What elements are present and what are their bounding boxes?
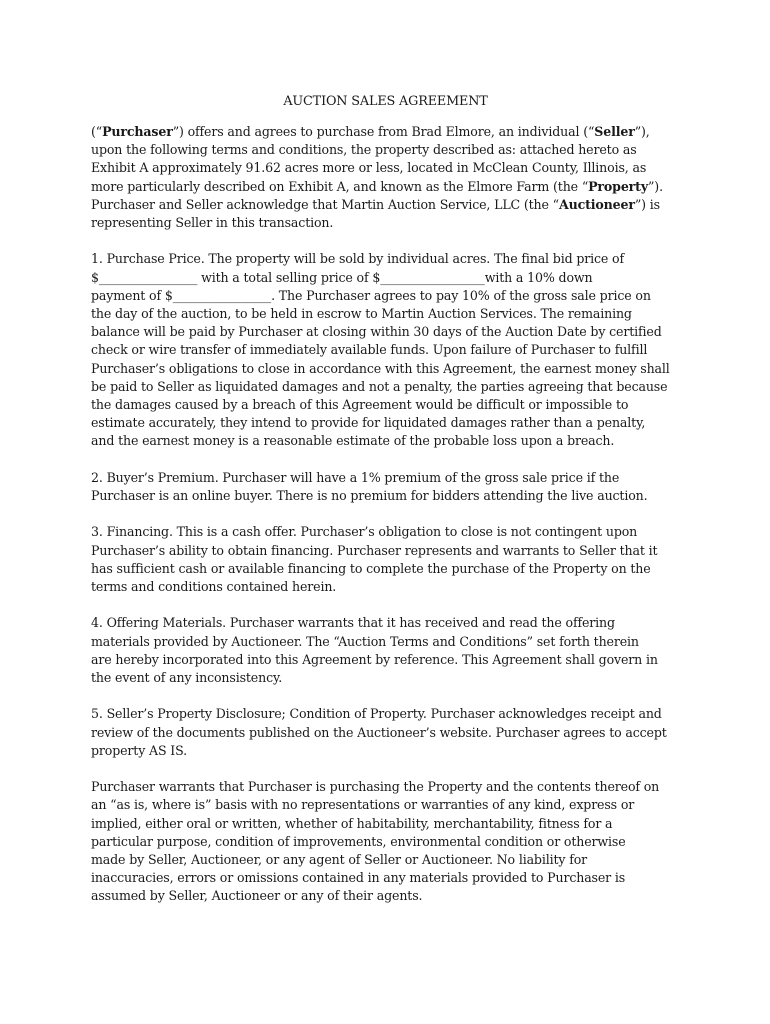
paragraph-line: assumed by Seller, Auctioneer or any of their agents.	[91, 888, 423, 904]
paragraph-line: 1. Purchase Price. The property will be sold by individual acres. The final bid price of	[91, 251, 625, 267]
paragraph-line: estimate accurately, they intend to provide for liquidated damages rather than a penalty,	[91, 415, 646, 431]
paragraph-line: 3. Financing. This is a cash offer. Purchaser’s obligation to close is not contingent upon	[91, 524, 638, 540]
defined-term: Purchaser	[102, 124, 173, 139]
paragraph-line: balance will be paid by Purchaser at closing within 30 days of the Auction Date by certified	[91, 324, 662, 340]
paragraph-line: 2. Buyer’s Premium. Purchaser will have a 1% premium of the gross sale price if the	[91, 469, 620, 485]
sections-container	[91, 250, 680, 905]
paragraph-line: implied, either oral or written, whether of habitability, merchantability, fitness for a	[91, 815, 613, 831]
paragraph-line: Purchaser’s ability to obtain financing. Purchaser represents and warrants to Seller that it	[91, 542, 658, 558]
paragraph-line: terms and conditions contained herein.	[91, 579, 337, 595]
intro-line: Exhibit A approximately 91.62 acres more or less, located in McClean County, Illinois, as	[91, 160, 647, 176]
paragraph-line: be paid to Seller as liquidated damages and not a penalty, the parties agreeing that because	[91, 378, 668, 394]
section-paragraph	[91, 614, 680, 687]
paragraph-line: $________________ with a total selling price of $_________________with a 10% down	[91, 269, 593, 285]
paragraph-line: are hereby incorporated into this Agreement by reference. This Agreement shall govern in	[91, 651, 658, 667]
paragraph-line: 4. Offering Materials. Purchaser warrants that it has received and read the offering	[91, 615, 615, 631]
paragraph-line: materials provided by Auctioneer. The “Auction Terms and Conditions” set forth therein	[91, 633, 639, 649]
intro-line: representing Seller in this transaction.	[91, 215, 334, 231]
paragraph-line: and the earnest money is a reasonable estimate of the probable loss upon a breach.	[91, 433, 615, 449]
paragraph-line: has sufficient cash or available financing to complete the purchase of the Property on the	[91, 560, 651, 576]
paragraph-line: Purchaser is an online buyer. There is no premium for bidders attending the live auction.	[91, 488, 648, 504]
intro-line: Purchaser and Seller acknowledge that Martin Auction Service, LLC (the “Auctioneer”) is	[91, 196, 660, 212]
intro-line: more particularly described on Exhibit A, and known as the Elmore Farm (the “Property”).	[91, 178, 663, 194]
defined-term: Seller	[594, 124, 635, 139]
intro-line: (“Purchaser”) offers and agrees to purchase from Brad Elmore, an individual (“Seller”),	[91, 124, 650, 139]
document-title: AUCTION SALES AGREEMENT	[283, 94, 488, 109]
section-paragraph	[91, 778, 680, 905]
paragraph-line: the event of any inconsistency.	[91, 670, 283, 686]
defined-term: Property	[588, 178, 649, 194]
paragraph-line: an “as is, where is” basis with no representations or warranties of any kind, express or	[91, 797, 635, 813]
paragraph-line: property AS IS.	[91, 742, 188, 758]
paragraph-line: particular purpose, condition of improvements, environmental condition or otherwise	[91, 833, 626, 849]
document-body	[91, 93, 680, 924]
paragraph-line: the damages caused by a breach of this Agreement would be difficult or impossible to	[91, 397, 629, 413]
section-paragraph	[91, 705, 680, 760]
paragraph-line: 5. Seller’s Property Disclosure; Condition of Property. Purchaser acknowledges receipt and	[91, 706, 662, 722]
section-paragraph	[91, 250, 680, 450]
paragraph-line: the day of the auction, to be held in escrow to Martin Auction Services. The remaining	[91, 306, 632, 322]
paragraph-line: payment of $________________. The Purchaser agrees to pay 10% of the gross sale price on	[91, 287, 651, 303]
paragraph-line: review of the documents published on the Auctioneer’s website. Purchaser agrees to accept	[91, 724, 667, 740]
paragraph-line: inaccuracies, errors or omissions contained in any materials provided to Purchaser is	[91, 870, 626, 886]
intro-paragraph	[91, 123, 680, 232]
paragraph-line: made by Seller, Auctioneer, or any agent of Seller or Auctioneer. No liability for	[91, 852, 588, 868]
intro-line: upon the following terms and conditions, the property described as: attached hereto as	[91, 142, 637, 158]
section-paragraph	[91, 523, 680, 596]
defined-term: Auctioneer	[558, 196, 635, 212]
paragraph-line: Purchaser warrants that Purchaser is purchasing the Property and the contents thereof on	[91, 779, 660, 795]
paragraph-line: check or wire transfer of immediately available funds. Upon failure of Purchaser to fulfill	[91, 342, 648, 358]
paragraph-line: Purchaser’s obligations to close in accordance with this Agreement, the earnest money shall	[91, 360, 670, 376]
section-paragraph	[91, 469, 680, 505]
